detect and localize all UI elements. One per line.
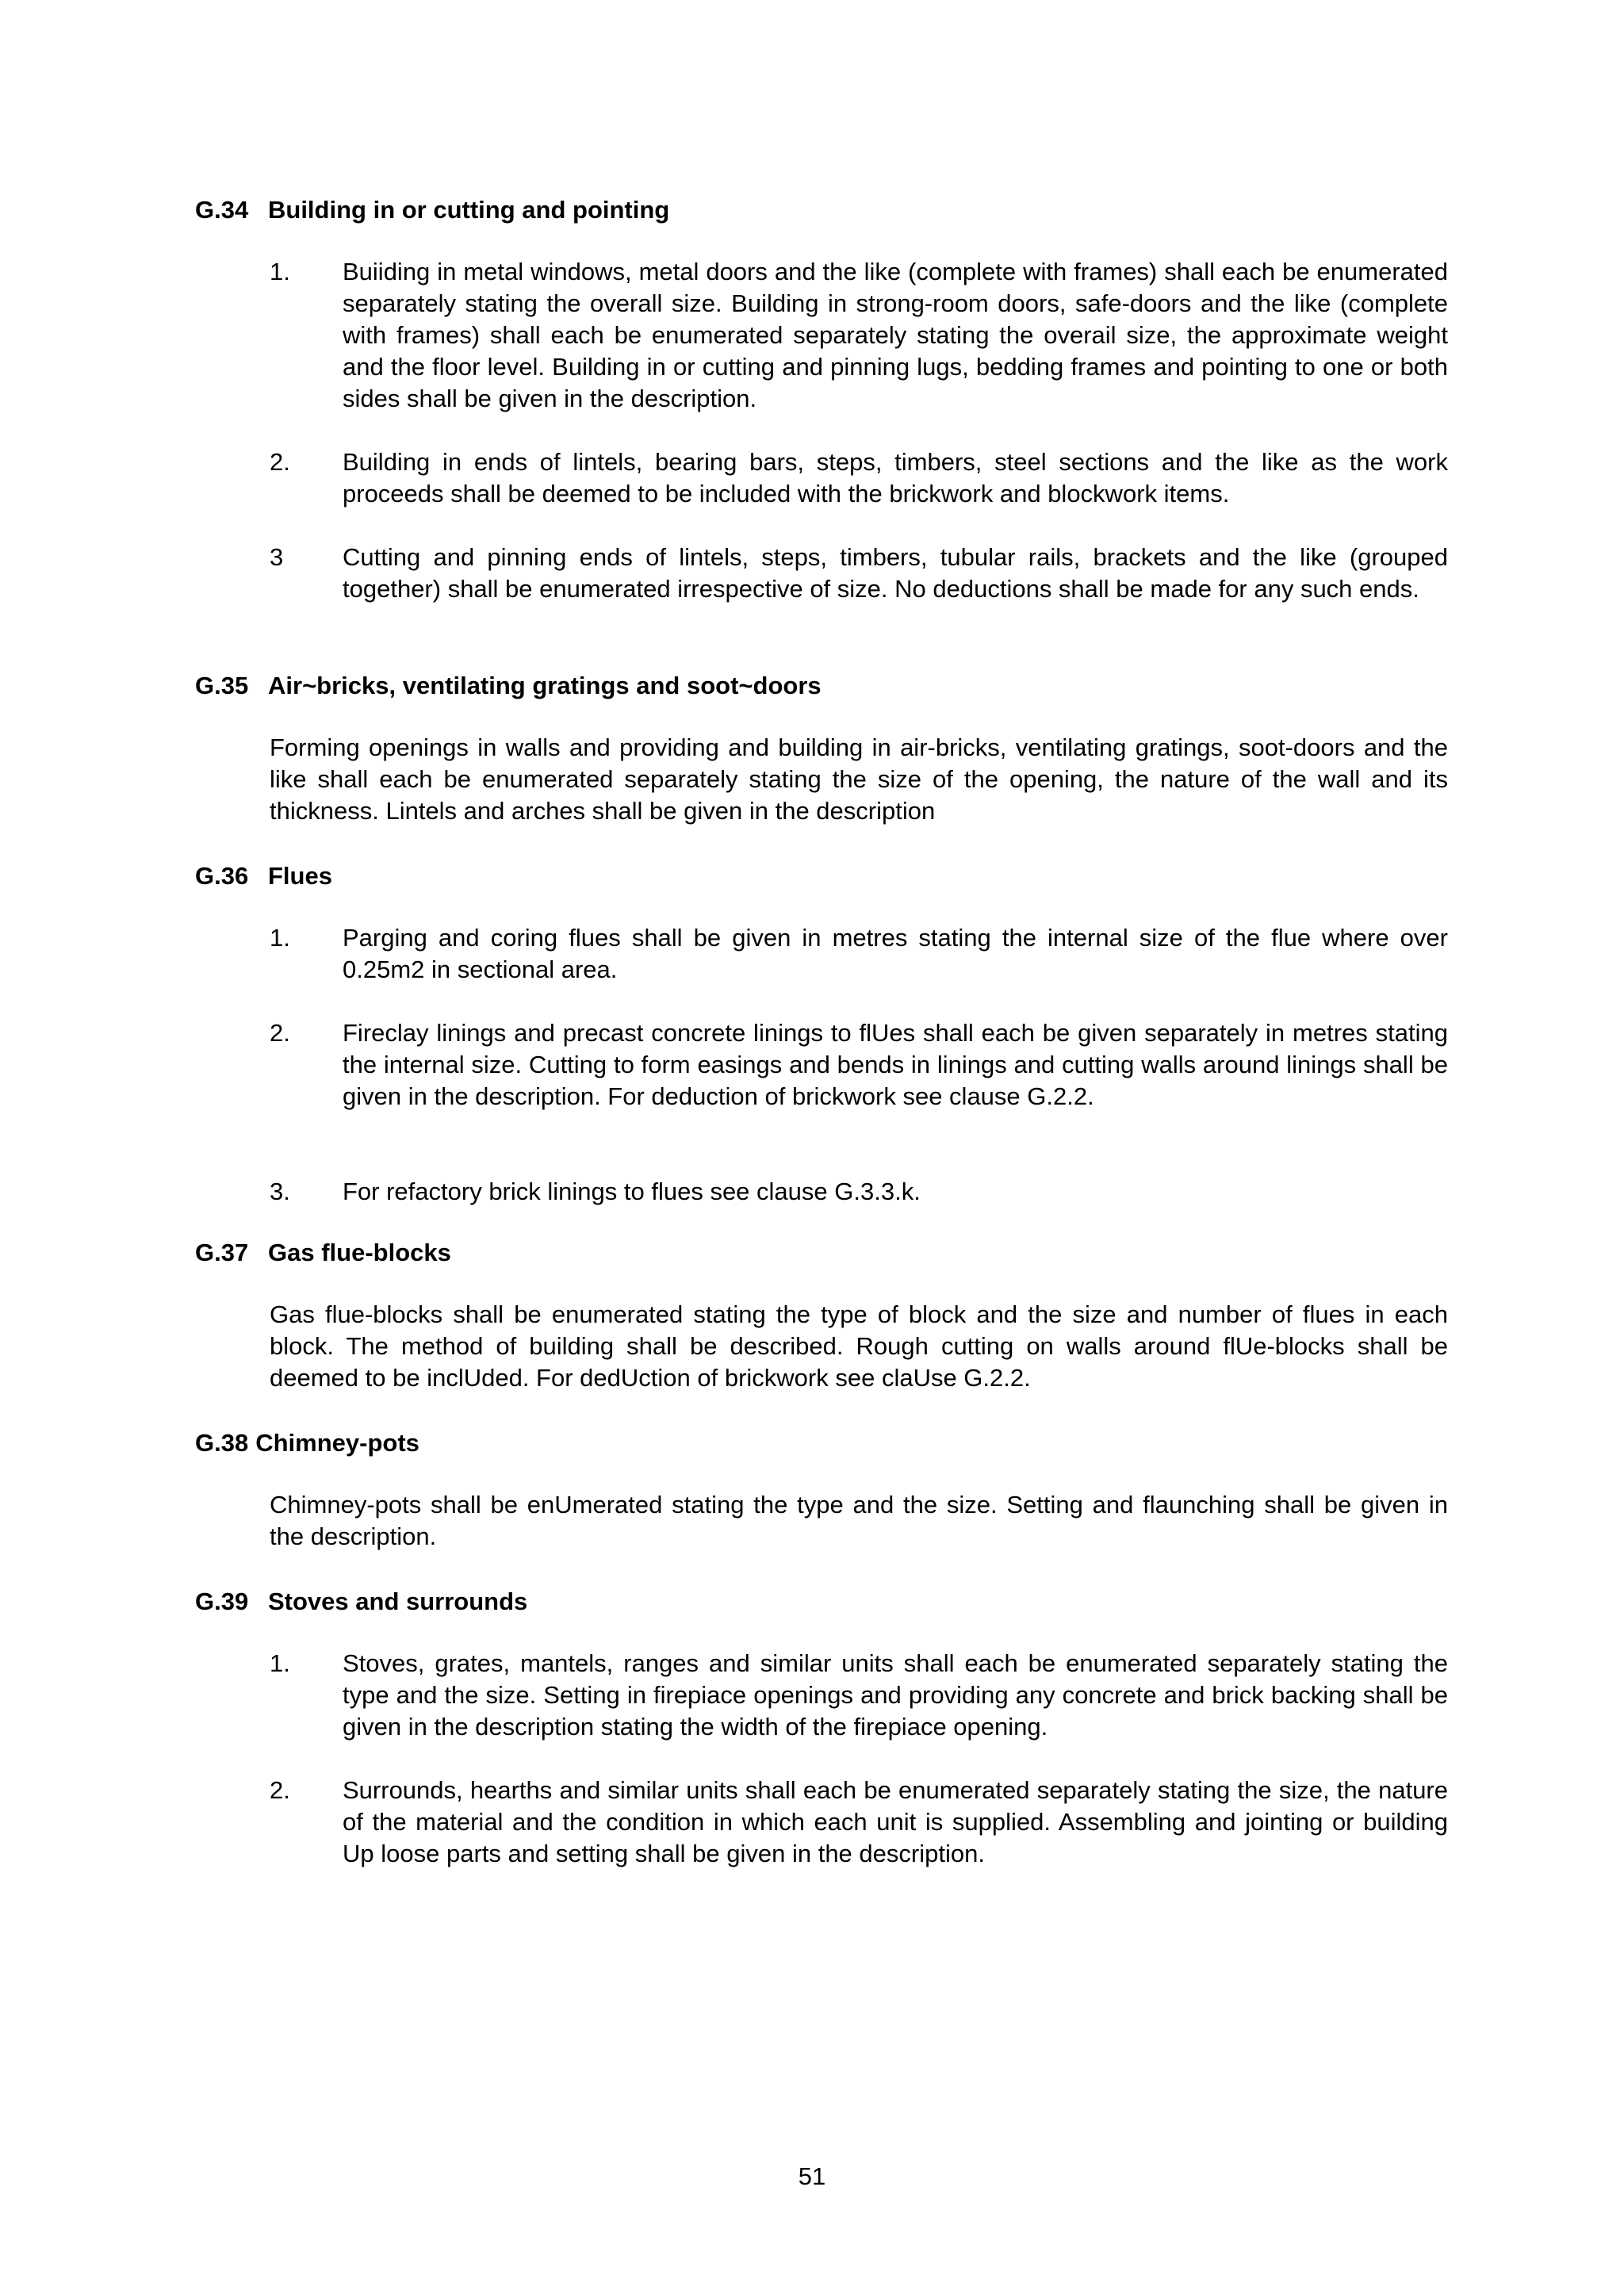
item-text: Cutting and pinning ends of lintels, steps, timbers, tubular rails, brackets and the like (grouped together) shall be enumerated irrespective of size. No deductions shall be made for any such ends. <box>343 543 1448 603</box>
item-text: Fireclay linings and precast concrete linings to flUes shall each be given separately in metres stating the internal size. Cutting to form easings and bends in linings and cutting walls around linings shall be given in the description. For deduction of brickwork see clause G.2.2. <box>343 1019 1448 1110</box>
list-item <box>270 542 1448 605</box>
list-item <box>270 446 1448 510</box>
section-code: G.39 <box>195 1587 249 1615</box>
section-paragraph: Gas flue-blocks shall be enumerated stating the type of block and the size and number of flues in each block. The method of building shall be described. Rough cutting on walls around flUe-blocks shall be deemed to be inclUded. For dedUction of brickwork see claUse G.2.2. <box>270 1300 1448 1392</box>
section-heading <box>195 1427 1448 1459</box>
section-title: Air~bricks, ventilating gratings and soot~doors <box>268 672 822 699</box>
section-heading <box>195 1237 1448 1269</box>
item-text: For refactory brick linings to flues see clause G.3.3.k. <box>343 1178 921 1205</box>
section-g37 <box>195 1237 1448 1392</box>
item-number: 1. <box>270 258 290 285</box>
section-title: Chimney-pots <box>255 1429 419 1457</box>
item-number: 1. <box>270 1649 290 1677</box>
section-title: Building in or cutting and pointing <box>268 196 670 224</box>
section-g36 <box>195 860 1448 1205</box>
list-item <box>270 256 1448 415</box>
section-g34 <box>195 194 1448 603</box>
list-item <box>270 1017 1448 1113</box>
list-item <box>270 1176 1448 1208</box>
item-number: 2. <box>270 448 290 476</box>
section-g39 <box>195 1586 1448 1867</box>
item-text: Surrounds, hearths and similar units shall each be enumerated separately stating the size, the nature of the material and the condition in which each unit is supplied. Assembling and jointing or building Up loose parts and setting shall be given in the description. <box>343 1776 1448 1867</box>
section-code: G.36 <box>195 862 249 890</box>
item-text: Building in ends of lintels, bearing bars, steps, timbers, steel sections and the like as the work proceeds shall be deemed to be included with the brickwork and blockwork items. <box>343 448 1448 507</box>
section-g38 <box>195 1427 1448 1550</box>
section-heading <box>195 194 1448 226</box>
section-heading <box>195 860 1448 892</box>
section-g35 <box>195 670 1448 825</box>
item-number: 3. <box>270 1178 290 1205</box>
section-code: G.38 <box>195 1429 249 1457</box>
item-number: 1. <box>270 924 290 952</box>
list-item <box>270 922 1448 986</box>
page-number: 51 <box>798 2162 826 2190</box>
section-paragraph: Forming openings in walls and providing and building in air-bricks, ventilating gratings, soot-doors and the like shall each be enumerated separately stating the size of the opening, the nature of the wall and its thickness. Lintels and arches shall be given in the description <box>270 733 1448 825</box>
item-number: 2. <box>270 1019 290 1047</box>
section-code: G.37 <box>195 1239 249 1266</box>
section-code: G.34 <box>195 196 249 224</box>
list-item <box>270 1775 1448 1870</box>
list-item <box>270 1648 1448 1743</box>
item-text: Buiiding in metal windows, metal doors and the like (complete with frames) shall each be enumerated separately stating the overall size. Building in strong-room doors, safe-doors and the like (complete with frames) shall each be enumerated separately stating the overail size, the approximate weight and the floor level. Building in or cutting and pinning lugs, bedding frames and pointing to one or both sides shall be given in the description. <box>343 258 1448 412</box>
item-number: 3 <box>270 543 284 571</box>
item-number: 2. <box>270 1776 290 1804</box>
section-code: G.35 <box>195 672 249 699</box>
item-text: Parging and coring flues shall be given in metres stating the internal size of the flue where over 0.25m2 in sectional area. <box>343 924 1448 983</box>
section-title: Stoves and surrounds <box>268 1587 528 1615</box>
section-heading <box>195 1586 1448 1618</box>
section-heading <box>195 670 1448 702</box>
section-title: Flues <box>268 862 332 890</box>
item-text: Stoves, grates, mantels, ranges and similar units shall each be enumerated separately stating the type and the size. Setting in firepiace openings and providing any concrete and brick backing shall be given in the description stating the width of the firepiace opening. <box>343 1649 1448 1741</box>
section-title: Gas flue-blocks <box>268 1239 451 1266</box>
section-paragraph: Chimney-pots shall be enUmerated stating the type and the size. Setting and flaunching shall be given in the description. <box>270 1491 1448 1550</box>
